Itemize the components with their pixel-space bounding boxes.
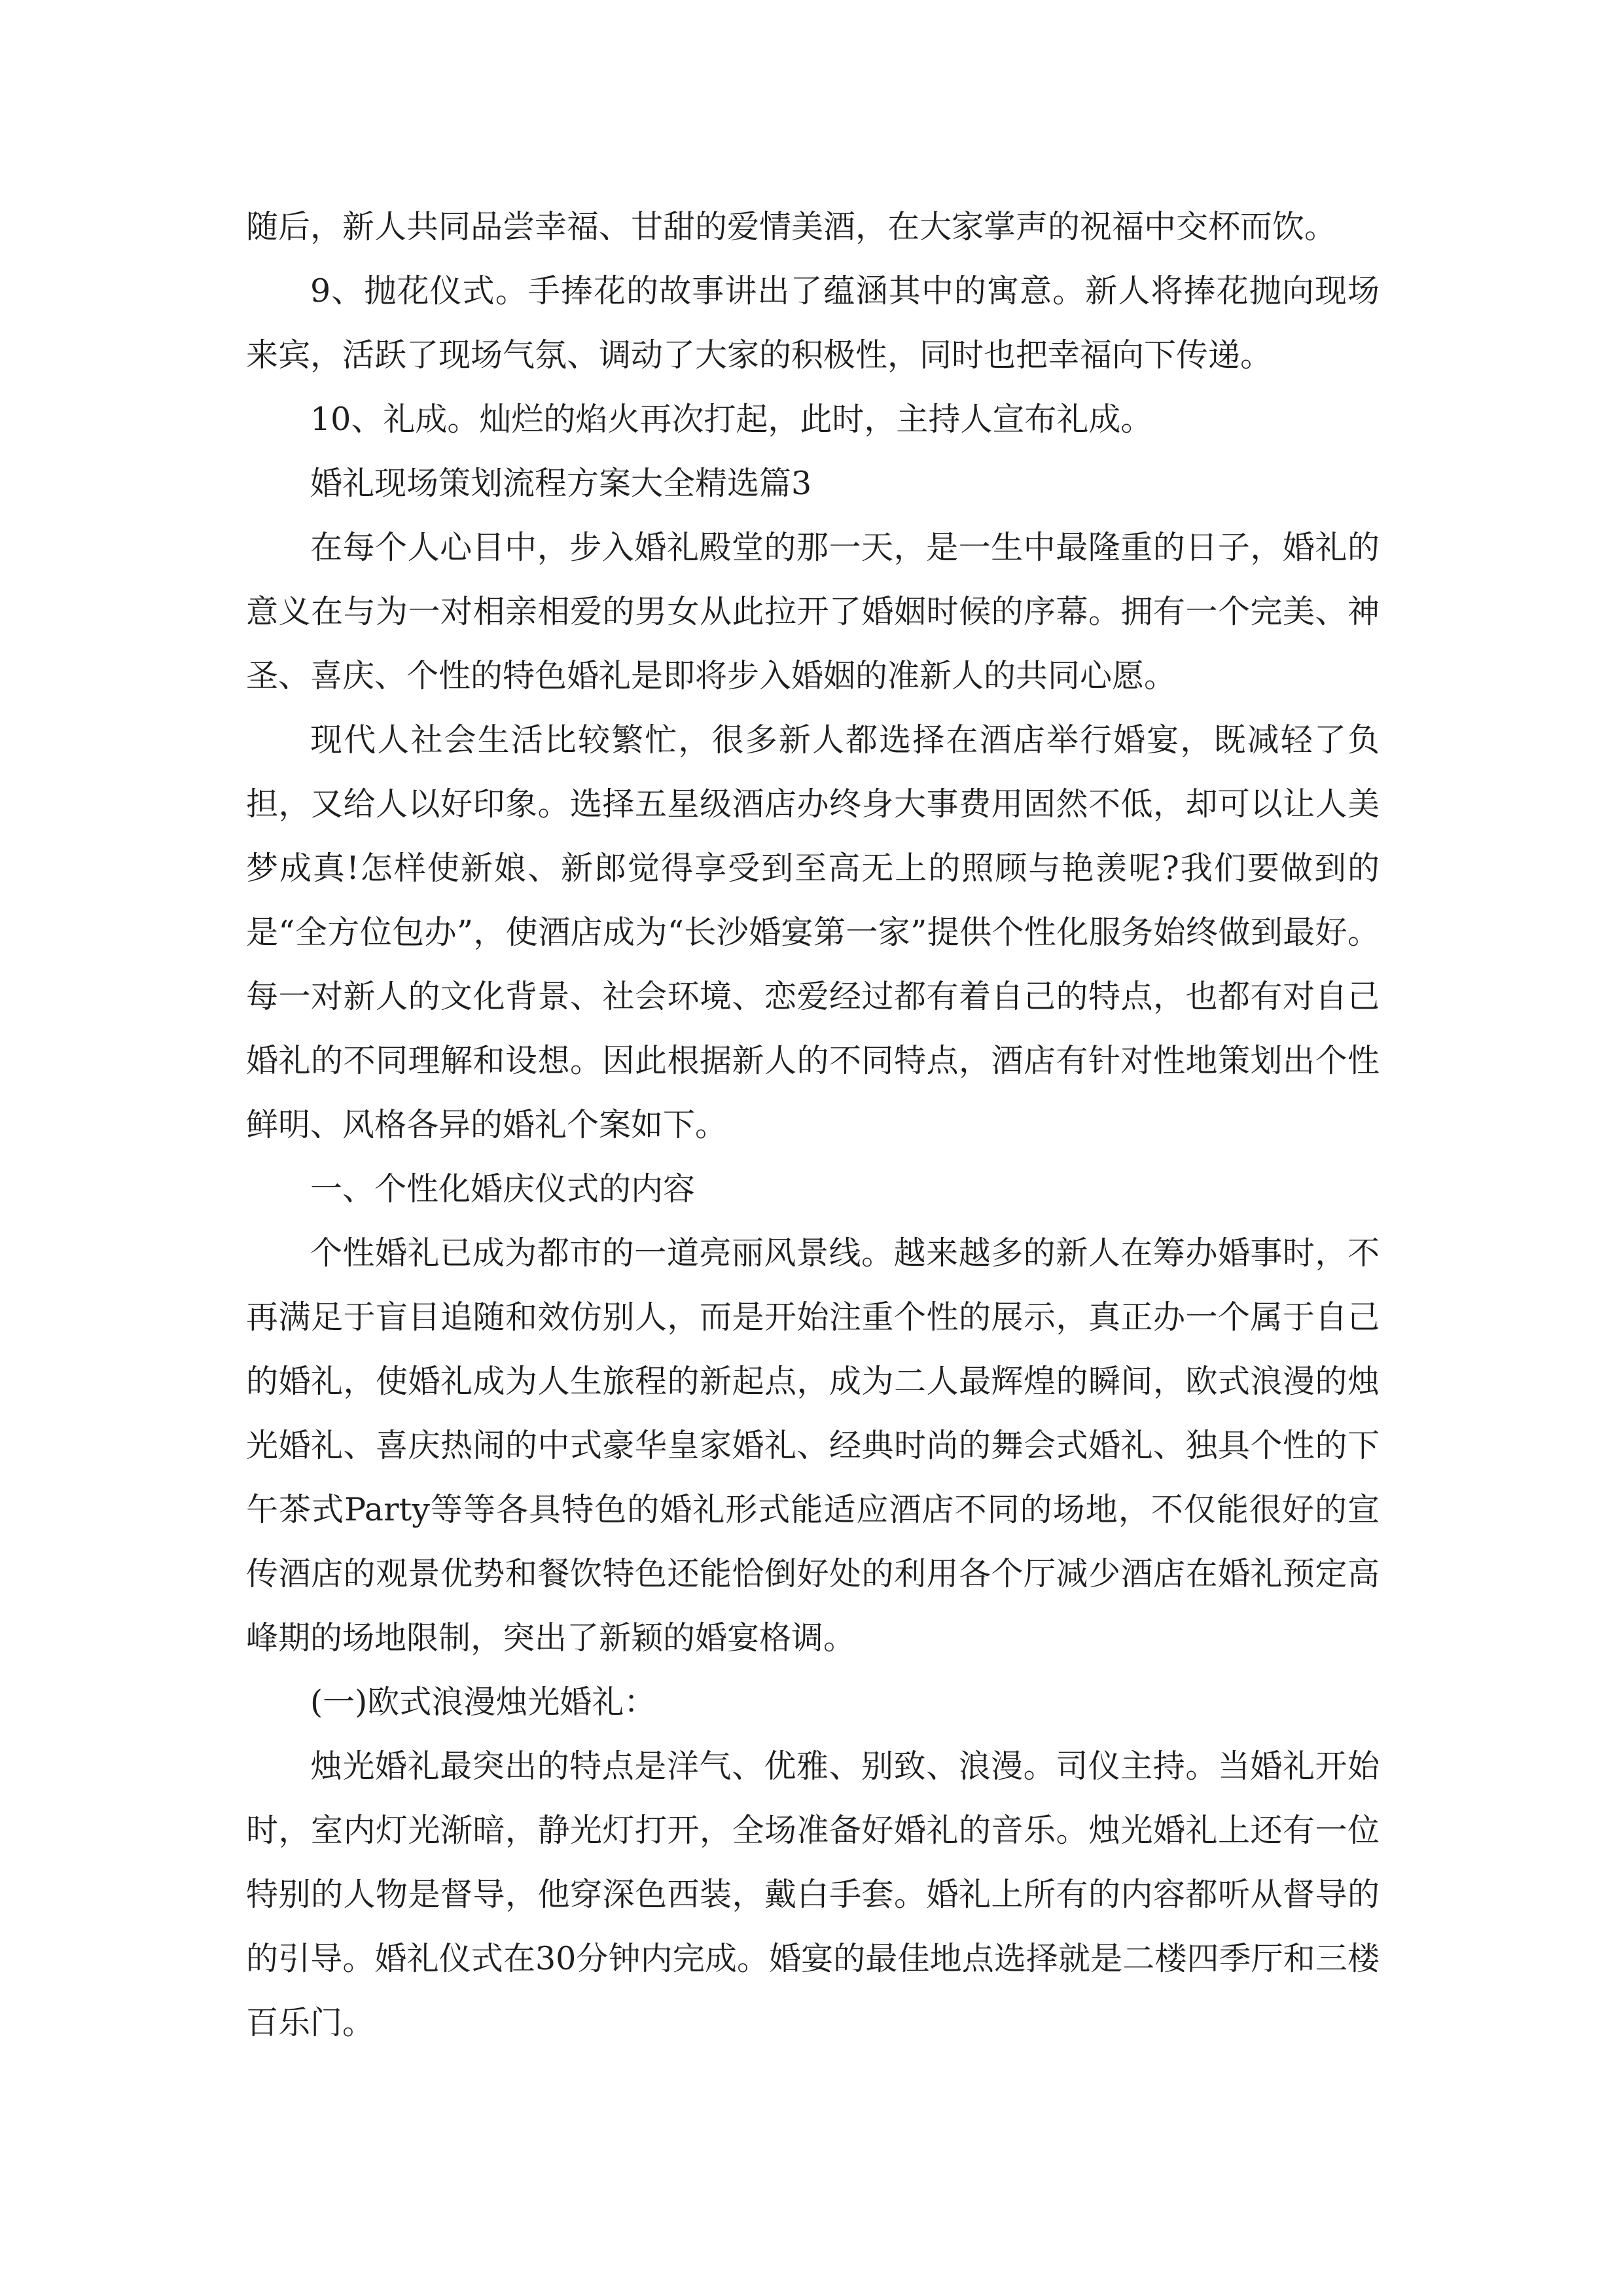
paragraph-wedding-meaning: 在每个人心目中，步入婚礼殿堂的那一天，是一生中最隆重的日子，婚礼的意义在与为一对相亲相爱的男女从此拉开了婚姻时候的序幕。拥有一个完美、神圣、喜庆、个性的特色婚礼是即将步入婚姻的准新人的共同心愿。 bbox=[246, 529, 1380, 694]
section-heading-personalized-content: 一、个性化婚庆仪式的内容 bbox=[310, 1170, 696, 1208]
paragraph-ceremony-complete: 10、礼成。灿烂的焰火再次打起，此时，主持人宣布礼成。 bbox=[310, 401, 1153, 438]
document-body bbox=[246, 195, 1380, 2055]
paragraph-hotel-wedding: 现代人社会生活比较繁忙，很多新人都选择在酒店举行婚宴，既减轻了负担，又给人以好印象。选择五星级酒店办终身大事费用固然不低，却可以让人美梦成真!怎样使新娘、新郎觉得享受到至高无上的照顾与艳羡呢?我们要做到的是“全方位包办”，使酒店成为“长沙婚宴第一家”提供个性化服务始终做到最好。每一对新人的文化背景、社会环境、恋爱经过都有着自己的特点，也都有对自己婚礼的不同理解和设想。因此根据新人的不同特点，酒店有针对性地策划出个性鲜明、风格各异的婚礼个案如下。 bbox=[246, 721, 1380, 1143]
paragraph-personalized-weddings: 个性婚礼已成为都市的一道亮丽风景线。越来越多的新人在筹办婚事时，不再满足于盲目追随和效仿别人，而是开始注重个性的展示，真正办一个属于自己的婚礼，使婚礼成为人生旅程的新起点，成为二人最辉煌的瞬间，欧式浪漫的烛光婚礼、喜庆热闹的中式豪华皇家婚礼、经典时尚的舞会式婚礼、独具个性的下午茶式Party等等各具特色的婚礼形式能适应酒店不同的场地，不仅能很好的宣传酒店的观景优势和餐饮特色还能恰倒好处的利用各个厅减少酒店在婚礼预定高峰期的场地限制，突出了新颖的婚宴格调。 bbox=[246, 1234, 1380, 1657]
section-heading-part3: 婚礼现场策划流程方案大全精选篇3 bbox=[310, 465, 812, 502]
paragraph-toast: 随后，新人共同品尝幸福、甘甜的爱情美酒，在大家掌声的祝福中交杯而饮。 bbox=[246, 208, 1337, 245]
paragraph-candlelight-details: 烛光婚礼最突出的特点是洋气、优雅、别致、浪漫。司仪主持。当婚礼开始时，室内灯光渐暗，静光灯打开，全场准备好婚礼的音乐。烛光婚礼上还有一位特别的人物是督导，他穿深色西装，戴白手套。婚礼上所有的内容都听从督导的的引导。婚礼仪式在30分钟内完成。婚宴的最佳地点选择就是二楼四季厅和三楼百乐门。 bbox=[246, 1748, 1380, 2041]
paragraph-bouquet-toss: 9、抛花仪式。手捧花的故事讲出了蕴涵其中的寓意。新人将捧花抛向现场来宾，活跃了现场气氛、调动了大家的积极性，同时也把幸福向下传递。 bbox=[246, 272, 1380, 374]
subheading-candlelight-wedding: (一)欧式浪漫烛光婚礼： bbox=[310, 1683, 656, 1721]
